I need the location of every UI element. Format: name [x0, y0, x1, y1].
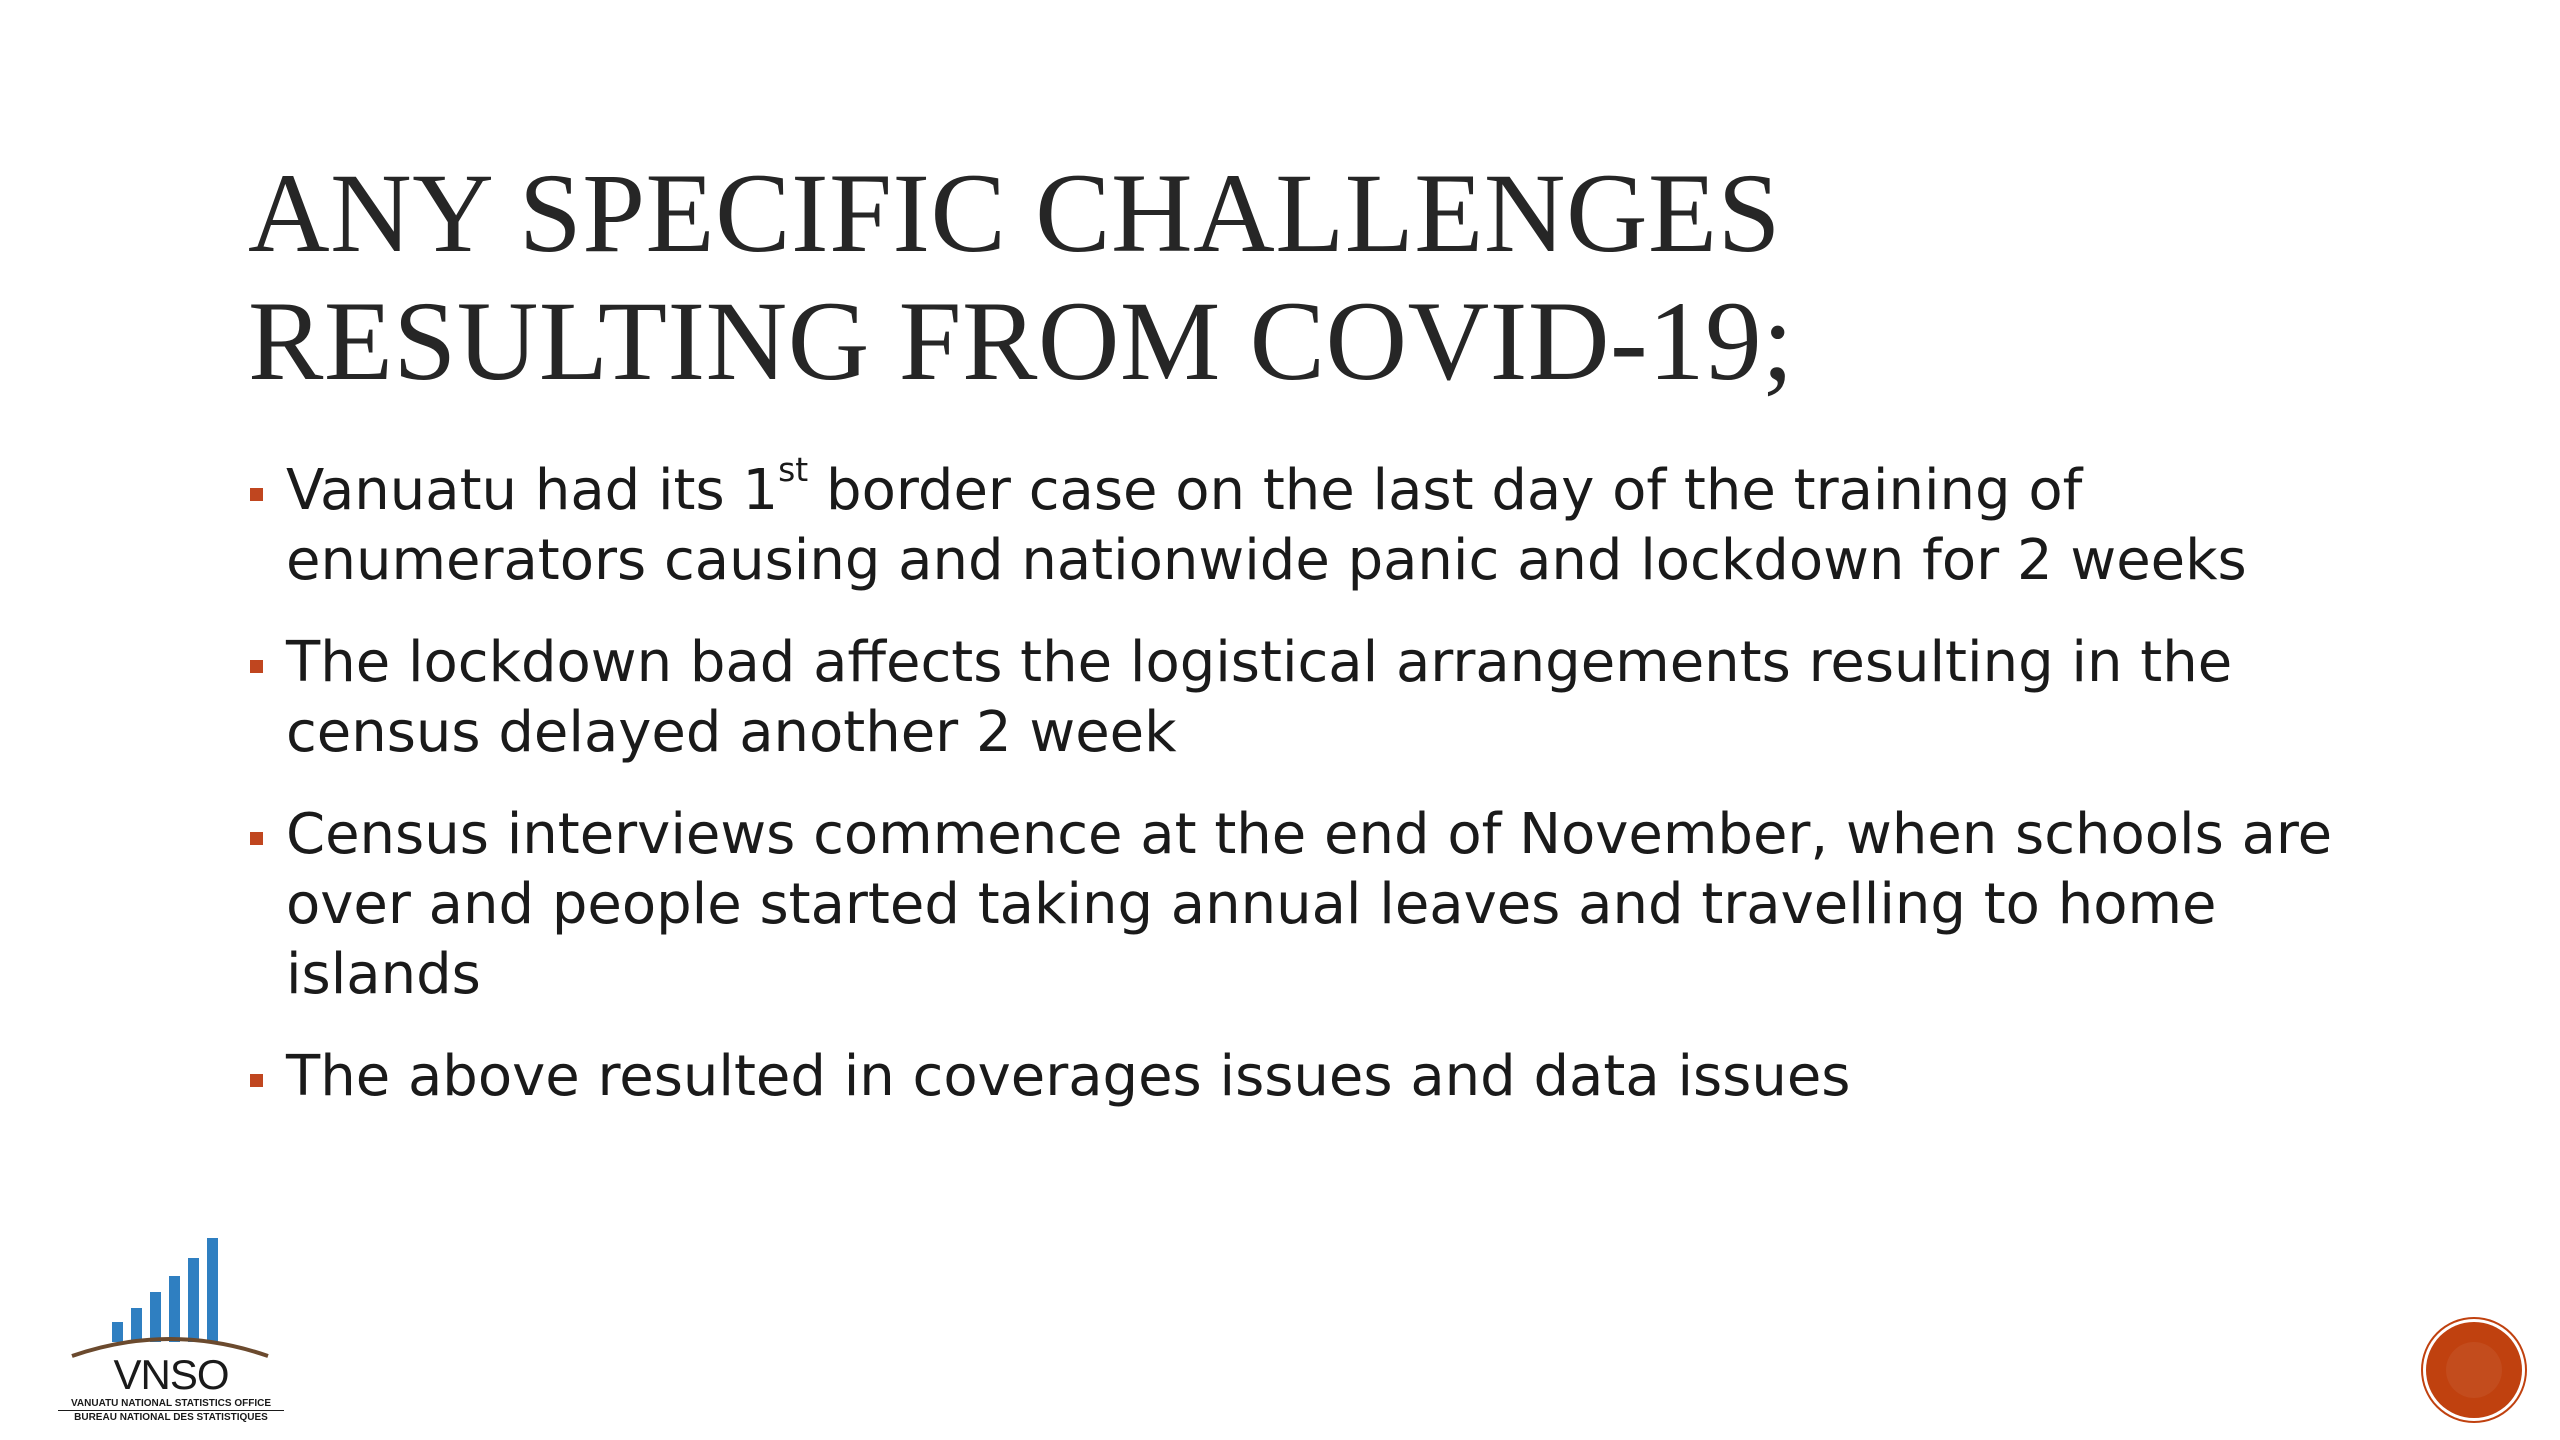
- bullet-superscript: st: [778, 450, 809, 490]
- slide-title-line-2: RESULTING FROM COVID-19;: [248, 279, 1794, 404]
- bullet-list: [248, 450, 2388, 1144]
- square-bullet-icon: [250, 1074, 263, 1087]
- square-bullet-icon: [250, 832, 263, 845]
- bullet-item: [248, 800, 2388, 1010]
- bullet-item: [248, 450, 2388, 596]
- square-bullet-icon: [250, 660, 263, 673]
- logo-subtitle-fr: BUREAU NATIONAL DES STATISTIQUES: [74, 1412, 268, 1423]
- slide-title: [248, 150, 2348, 406]
- bullet-text: Census interviews commence at the end of November, when schools are over and people started taking annual leaves and travelling to home islands: [286, 802, 2333, 1007]
- logo-name: VNSO: [113, 1351, 229, 1398]
- bullet-text: The above resulted in coverages issues and data issues: [286, 1044, 1851, 1109]
- logo-subtitle-en: VANUATU NATIONAL STATISTICS OFFICE: [71, 1398, 271, 1409]
- slide-nav-inner: [2446, 1342, 2502, 1398]
- vnso-logo: [56, 1236, 286, 1426]
- square-bullet-icon: [250, 488, 263, 501]
- slide-nav-circle-icon[interactable]: [2426, 1322, 2522, 1418]
- slide-title-line-1: ANY SPECIFIC CHALLENGES: [248, 151, 1781, 276]
- logo-divider: [58, 1410, 284, 1411]
- bullet-text-part: border case on the last day of the training of enumerators causing and nationwide panic and lockdown for 2 weeks: [286, 458, 2247, 593]
- bar-chart-logo-icon: [112, 1236, 232, 1342]
- bullet-text: The lockdown bad affects the logistical arrangements resulting in the census delayed another 2 week: [286, 630, 2233, 765]
- bullet-text-part: Vanuatu had its 1: [286, 458, 779, 523]
- bullet-item: [248, 1042, 2388, 1112]
- bullet-item: [248, 628, 2388, 768]
